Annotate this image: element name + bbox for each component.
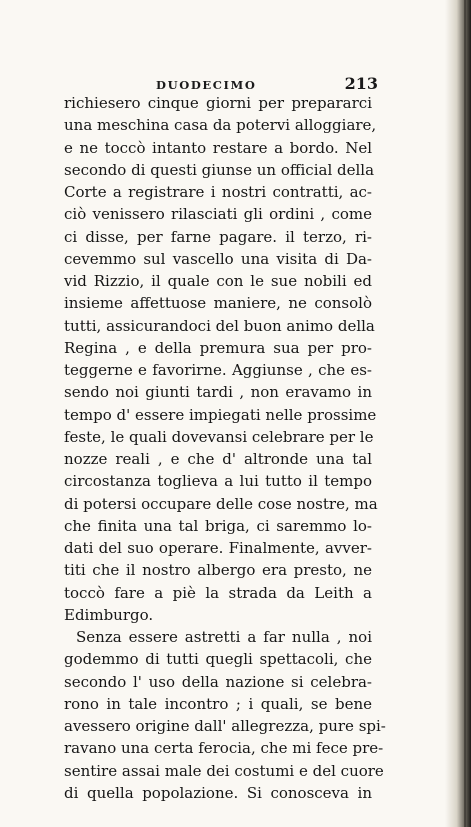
body-text [64, 92, 386, 804]
text-line: sentire assai male dei costumi e del cuore [64, 761, 384, 780]
text-line: godemmo di tutti quegli spettacoli, che [64, 650, 372, 669]
text-line: di potersi occupare delle cose nostre, ma [64, 494, 378, 513]
text-line-paragraph-end: Edimburgo. [64, 605, 154, 624]
text-line: sendo noi giunti tardi , non eravamo in [64, 383, 372, 402]
text-line: dati del suo operare. Finalmente, avver- [64, 539, 372, 557]
text-line: insieme affettuose maniere, ne consolò [64, 294, 372, 313]
page-number: 213 [344, 74, 378, 93]
text-line: avessero origine dall' allegrezza, pure spi- [64, 717, 386, 735]
running-title: DUODECIMO [156, 78, 257, 92]
text-line: che finita una tal briga, ci saremmo lo- [64, 516, 372, 535]
text-line: una meschina casa da potervi alloggiare, [64, 116, 377, 135]
text-line: toccò fare a piè la strada da Leith a [64, 583, 372, 602]
text-line: richiesero cinque giorni per prepararci [64, 94, 372, 112]
text-line: teggerne e favorirne. Aggiunse , che es- [64, 361, 372, 379]
text-line: secondo l' uso della nazione si celebra- [64, 672, 372, 691]
text-line: di quella popolazione. Si conosceva in [64, 783, 372, 802]
text-line: circostanza toglieva a lui tutto il tempo [64, 472, 372, 491]
text-line: titi che il nostro albergo era presto, ne [64, 561, 372, 580]
text-line: tempo d' essere impiegati nelle prossime [64, 405, 377, 424]
text-line: e ne toccò intanto restare a bordo. Nel [64, 138, 372, 157]
text-line: vid Rizzio, il quale con le sue nobili ed [64, 272, 372, 290]
text-line: rono in tale incontro ; i quali, se bene [64, 694, 372, 713]
text-line-paragraph-start: Senza essere astretti a far nulla , noi [76, 628, 372, 646]
text-line: secondo di questi giunse un official della [64, 160, 375, 179]
text-line: ci disse, per farne pagare. il terzo, ri- [64, 227, 372, 246]
page-edge [464, 0, 466, 827]
text-line: ravano una certa ferocia, che mi fece pre- [64, 739, 384, 758]
text-line: Corte a registrare i nostri contratti, ac- [64, 183, 372, 201]
text-line: cevemmo sul vascello una visita di Da- [64, 249, 372, 268]
text-line: nozze reali , e che d' altronde una tal [64, 450, 372, 468]
text-line: feste, le quali dovevansi celebrare per le [64, 427, 374, 446]
text-line: Regina , e della premura sua per pro- [64, 338, 372, 357]
text-line: ciò venissero rilasciati gli ordini , come [64, 205, 372, 224]
text-line: tutti, assicurandoci del buon animo della [64, 316, 375, 335]
book-gutter-shadow [445, 0, 471, 827]
